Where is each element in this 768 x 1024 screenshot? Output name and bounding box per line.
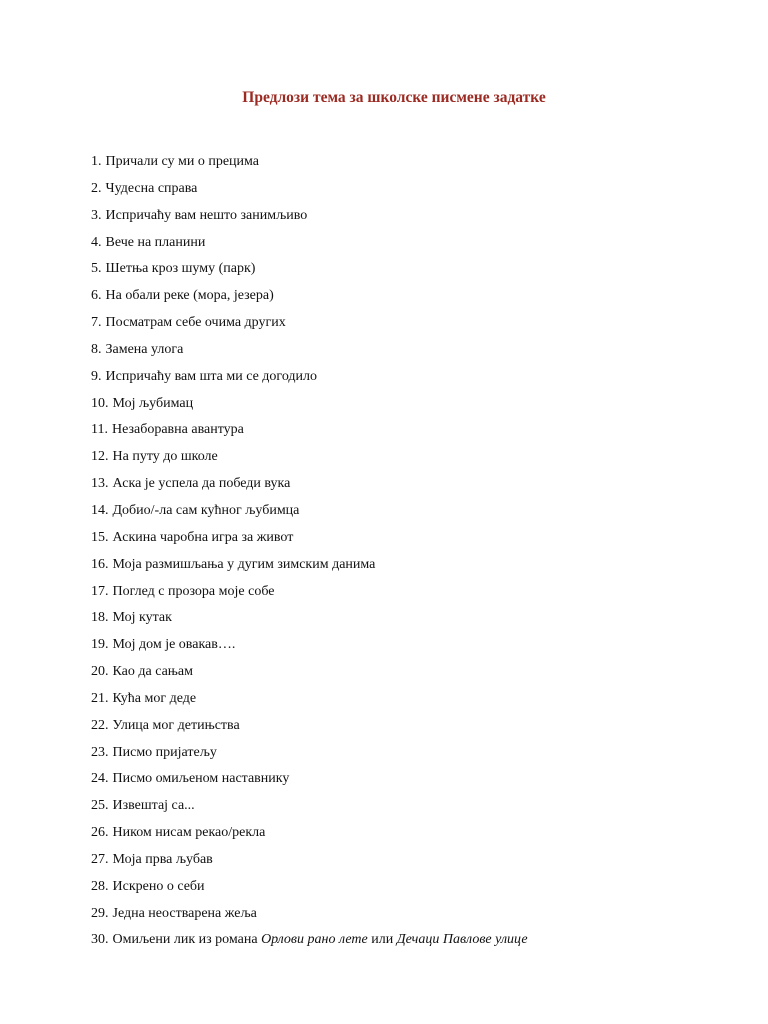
item-number: 4. — [91, 234, 102, 250]
item-number: 18. — [91, 610, 109, 626]
item-number: 13. — [91, 476, 109, 492]
item-number: 8. — [91, 341, 102, 357]
item-text: Једна неостварена жеља — [112, 905, 257, 921]
item-text: Вече на планини — [105, 234, 206, 250]
book-title: Дечаци Павлове улице — [396, 932, 528, 948]
item-text: Извештај са... — [112, 798, 195, 814]
list-item — [91, 259, 528, 286]
item-text: Улица мог детињства — [112, 717, 240, 733]
list-item — [91, 447, 528, 474]
item-number: 11. — [91, 422, 108, 438]
item-number: 5. — [91, 261, 102, 277]
list-item — [91, 474, 528, 501]
list-item — [91, 233, 528, 260]
item-number: 27. — [91, 851, 109, 867]
item-number: 22. — [91, 717, 109, 733]
item-number: 14. — [91, 502, 109, 518]
item-text: Искрено о себи — [112, 878, 205, 894]
item-connector: или — [371, 932, 394, 948]
item-text: Као да сањам — [112, 664, 193, 680]
item-text: Мој кутак — [112, 610, 172, 626]
item-text: Мој дом је овакав…. — [112, 637, 236, 653]
item-number: 16. — [91, 556, 109, 572]
list-item — [91, 608, 528, 635]
item-text: На обали реке (мора, језера) — [105, 288, 274, 304]
list-item — [91, 662, 528, 689]
list-item — [91, 206, 528, 233]
item-number: 19. — [91, 637, 109, 653]
item-number: 20. — [91, 664, 109, 680]
item-text: Добио/-ла сам кућног љубимца — [112, 502, 300, 518]
item-text: Чудесна справа — [105, 180, 198, 196]
item-number: 24. — [91, 771, 109, 787]
item-number: 25. — [91, 798, 109, 814]
list-item — [91, 716, 528, 743]
list-item — [91, 286, 528, 313]
page-title: Предлози тема за школске писмене задатке — [242, 89, 546, 106]
item-text: Омиљени лик из романа — [112, 932, 258, 948]
topic-list — [91, 152, 528, 957]
list-item — [91, 796, 528, 823]
list-item — [91, 528, 528, 555]
item-text: Посматрам себе очима других — [105, 315, 286, 331]
item-text: Моја размишљања у дугим зимским данима — [112, 556, 376, 572]
item-text: Незаборавна авантура — [111, 422, 244, 438]
item-number: 23. — [91, 744, 109, 760]
item-text: Мој љубимац — [112, 395, 194, 411]
list-item — [91, 420, 528, 447]
item-number: 12. — [91, 449, 109, 465]
list-item — [91, 769, 528, 796]
list-item — [91, 313, 528, 340]
list-item — [91, 689, 528, 716]
list-item — [91, 152, 528, 179]
item-number: 17. — [91, 583, 109, 599]
list-item — [91, 394, 528, 421]
list-item — [91, 340, 528, 367]
item-number: 7. — [91, 315, 102, 331]
item-number: 10. — [91, 395, 109, 411]
list-item — [91, 501, 528, 528]
item-text: Ником нисам рекао/рекла — [112, 825, 266, 841]
list-item — [91, 367, 528, 394]
list-item — [91, 877, 528, 904]
item-text: Испричаћу вам шта ми се догодило — [105, 368, 318, 384]
list-item — [91, 904, 528, 931]
item-number: 6. — [91, 288, 102, 304]
item-text: Испричаћу вам нешто занимљиво — [105, 207, 308, 223]
item-text: Кућа мог деде — [112, 690, 197, 706]
item-number: 1. — [91, 154, 102, 169]
item-number: 29. — [91, 905, 109, 921]
list-item — [91, 930, 528, 957]
item-text: Моја прва љубав — [112, 851, 213, 867]
item-number: 28. — [91, 878, 109, 894]
list-item — [91, 555, 528, 582]
item-text: Аскина чаробна игра за живот — [112, 529, 294, 545]
item-number: 15. — [91, 529, 109, 545]
list-item — [91, 179, 528, 206]
item-number: 3. — [91, 207, 102, 223]
item-text: Писмо омиљеном наставнику — [112, 771, 290, 787]
item-number: 26. — [91, 825, 109, 841]
item-number: 30. — [91, 932, 109, 948]
item-text: Писмо пријатељу — [112, 744, 217, 760]
list-item — [91, 635, 528, 662]
list-item — [91, 743, 528, 770]
item-text: Замена улога — [105, 341, 184, 357]
list-item — [91, 850, 528, 877]
list-item — [91, 582, 528, 609]
item-text: Аска је успела да победи вука — [112, 476, 291, 492]
item-number: 9. — [91, 368, 102, 384]
item-text: Шетња кроз шуму (парк) — [105, 261, 256, 277]
item-number: 21. — [91, 690, 109, 706]
list-item — [91, 823, 528, 850]
item-text: На путу до школе — [112, 449, 218, 465]
book-title: Орлови рано лете — [261, 932, 368, 948]
item-text: Причали су ми о прецима — [105, 154, 260, 169]
item-number: 2. — [91, 180, 102, 196]
item-text: Поглед с прозора моје собе — [112, 583, 275, 599]
